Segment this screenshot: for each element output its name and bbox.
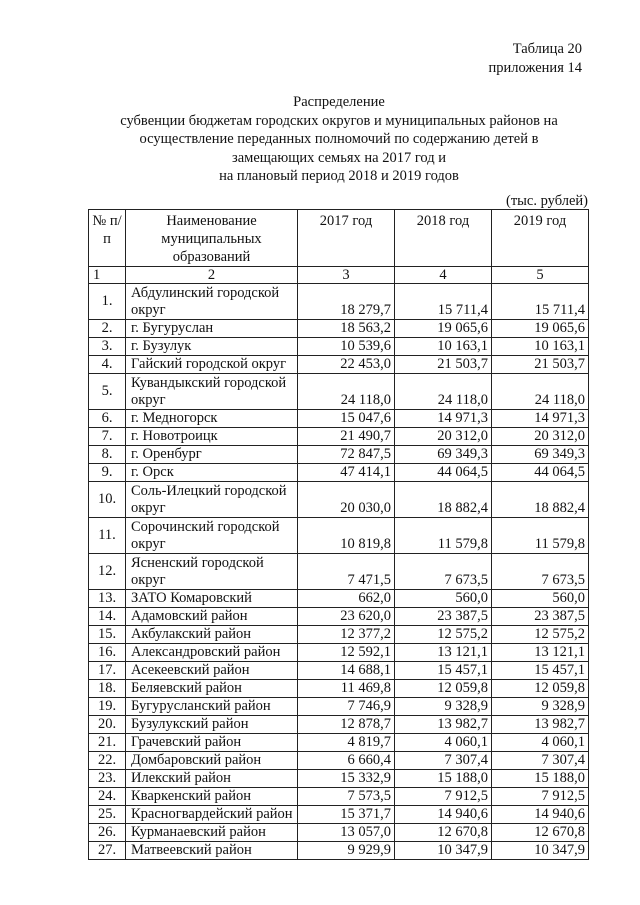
row-number: 2.	[89, 320, 126, 338]
value-2017: 7 471,5	[298, 554, 395, 590]
appendix-reference	[489, 40, 582, 78]
table-row	[89, 482, 589, 518]
heading-line-5: на плановый период 2018 и 2019 годов	[219, 168, 459, 184]
table-row	[89, 680, 589, 698]
value-2017: 7 746,9	[298, 698, 395, 716]
municipality-name: Абдулинский городской округ	[126, 284, 298, 320]
table-row	[89, 428, 589, 446]
value-2018: 12 575,2	[395, 626, 492, 644]
header-2017: 2017 год	[298, 210, 395, 267]
municipality-name: г. Бузулук	[126, 338, 298, 356]
value-2019: 21 503,7	[492, 356, 589, 374]
value-2017: 72 847,5	[298, 446, 395, 464]
value-2017: 12 592,1	[298, 644, 395, 662]
row-number: 16.	[89, 644, 126, 662]
value-2018: 15 188,0	[395, 770, 492, 788]
col-number: 3	[298, 267, 395, 284]
value-2017: 4 819,7	[298, 734, 395, 752]
value-2018: 7 307,4	[395, 752, 492, 770]
value-2018: 12 670,8	[395, 824, 492, 842]
value-2018: 560,0	[395, 590, 492, 608]
value-2018: 23 387,5	[395, 608, 492, 626]
value-2017: 10 539,6	[298, 338, 395, 356]
row-number: 3.	[89, 338, 126, 356]
units-label: (тыс. рублей)	[506, 193, 588, 209]
row-number: 23.	[89, 770, 126, 788]
municipality-name: Гайский городской округ	[126, 356, 298, 374]
row-number: 19.	[89, 698, 126, 716]
value-2018: 7 673,5	[395, 554, 492, 590]
row-number: 21.	[89, 734, 126, 752]
row-number: 27.	[89, 842, 126, 860]
table-number: Таблица 20	[512, 41, 582, 57]
value-2018: 9 328,9	[395, 698, 492, 716]
row-number: 24.	[89, 788, 126, 806]
value-2017: 18 279,7	[298, 284, 395, 320]
row-number: 18.	[89, 680, 126, 698]
municipality-name: Адамовский район	[126, 608, 298, 626]
value-2019: 7 307,4	[492, 752, 589, 770]
municipality-name: г. Орск	[126, 464, 298, 482]
value-2019: 14 971,3	[492, 410, 589, 428]
value-2017: 20 030,0	[298, 482, 395, 518]
row-number: 7.	[89, 428, 126, 446]
value-2017: 15 047,6	[298, 410, 395, 428]
municipality-name: г. Медногорск	[126, 410, 298, 428]
table-row	[89, 446, 589, 464]
value-2019: 12 575,2	[492, 626, 589, 644]
value-2019: 69 349,3	[492, 446, 589, 464]
value-2019: 12 670,8	[492, 824, 589, 842]
value-2017: 12 377,2	[298, 626, 395, 644]
header-num: № п/п	[89, 210, 126, 267]
table-row	[89, 716, 589, 734]
municipality-name: Ясненский городской округ	[126, 554, 298, 590]
value-2018: 44 064,5	[395, 464, 492, 482]
value-2019: 19 065,6	[492, 320, 589, 338]
value-2017: 13 057,0	[298, 824, 395, 842]
column-number-row	[89, 267, 589, 284]
value-2019: 15 711,4	[492, 284, 589, 320]
value-2019: 24 118,0	[492, 374, 589, 410]
municipality-name: ЗАТО Комаровский	[126, 590, 298, 608]
value-2019: 15 457,1	[492, 662, 589, 680]
value-2019: 12 059,8	[492, 680, 589, 698]
value-2018: 14 940,6	[395, 806, 492, 824]
municipality-name: Сорочинский городской округ	[126, 518, 298, 554]
col-number: 1	[89, 267, 126, 284]
table-row	[89, 374, 589, 410]
heading-line-2: субвенции бюджетам городских округов и муниципальных районов на	[120, 112, 558, 129]
municipality-name: Грачевский район	[126, 734, 298, 752]
heading-line-1: Распределение	[293, 94, 385, 110]
municipality-name: Асекеевский район	[126, 662, 298, 680]
table-row	[89, 806, 589, 824]
row-number: 25.	[89, 806, 126, 824]
municipality-name: Александровский район	[126, 644, 298, 662]
col-number: 5	[492, 267, 589, 284]
value-2019: 20 312,0	[492, 428, 589, 446]
row-number: 5.	[89, 374, 126, 410]
value-2017: 9 929,9	[298, 842, 395, 860]
header-name: Наименование муниципальных образований	[126, 210, 298, 267]
row-number: 20.	[89, 716, 126, 734]
value-2019: 11 579,8	[492, 518, 589, 554]
municipality-name: Бугурусланский район	[126, 698, 298, 716]
heading-line-3: осуществление переданных полномочий по содержанию детей в	[139, 131, 539, 147]
table-row	[89, 752, 589, 770]
value-2019: 14 940,6	[492, 806, 589, 824]
row-number: 26.	[89, 824, 126, 842]
municipality-name: Соль-Илецкий городской округ	[126, 482, 298, 518]
header-2019: 2019 год	[492, 210, 589, 267]
value-2017: 18 563,2	[298, 320, 395, 338]
col-number: 2	[126, 267, 298, 284]
value-2018: 21 503,7	[395, 356, 492, 374]
table-row	[89, 662, 589, 680]
value-2017: 15 332,9	[298, 770, 395, 788]
row-number: 11.	[89, 518, 126, 554]
value-2018: 24 118,0	[395, 374, 492, 410]
table-row	[89, 734, 589, 752]
value-2018: 13 121,1	[395, 644, 492, 662]
row-number: 4.	[89, 356, 126, 374]
value-2019: 7 673,5	[492, 554, 589, 590]
value-2017: 14 688,1	[298, 662, 395, 680]
value-2019: 13 982,7	[492, 716, 589, 734]
value-2018: 13 982,7	[395, 716, 492, 734]
value-2018: 19 065,6	[395, 320, 492, 338]
row-number: 9.	[89, 464, 126, 482]
header-2018: 2018 год	[395, 210, 492, 267]
municipality-name: Кувандыкский городской округ	[126, 374, 298, 410]
table-row	[89, 788, 589, 806]
value-2018: 15 457,1	[395, 662, 492, 680]
table-row	[89, 698, 589, 716]
table-row	[89, 590, 589, 608]
value-2018: 18 882,4	[395, 482, 492, 518]
municipality-name: Илекский район	[126, 770, 298, 788]
value-2017: 6 660,4	[298, 752, 395, 770]
value-2017: 662,0	[298, 590, 395, 608]
value-2019: 4 060,1	[492, 734, 589, 752]
value-2017: 10 819,8	[298, 518, 395, 554]
municipality-name: Курманаевский район	[126, 824, 298, 842]
value-2017: 15 371,7	[298, 806, 395, 824]
value-2019: 13 121,1	[492, 644, 589, 662]
value-2017: 22 453,0	[298, 356, 395, 374]
value-2019: 23 387,5	[492, 608, 589, 626]
table-row	[89, 356, 589, 374]
table-row	[89, 320, 589, 338]
municipality-name: г. Бугуруслан	[126, 320, 298, 338]
value-2017: 24 118,0	[298, 374, 395, 410]
value-2017: 12 878,7	[298, 716, 395, 734]
value-2019: 560,0	[492, 590, 589, 608]
row-number: 13.	[89, 590, 126, 608]
table-row	[89, 626, 589, 644]
col-number: 4	[395, 267, 492, 284]
value-2017: 47 414,1	[298, 464, 395, 482]
value-2019: 7 912,5	[492, 788, 589, 806]
municipality-name: г. Оренбург	[126, 446, 298, 464]
value-2017: 11 469,8	[298, 680, 395, 698]
table-row	[89, 518, 589, 554]
table-body	[89, 284, 589, 860]
value-2018: 20 312,0	[395, 428, 492, 446]
value-2018: 15 711,4	[395, 284, 492, 320]
value-2018: 7 912,5	[395, 788, 492, 806]
value-2018: 11 579,8	[395, 518, 492, 554]
row-number: 15.	[89, 626, 126, 644]
table-row	[89, 644, 589, 662]
table-row	[89, 608, 589, 626]
appendix-number: приложения 14	[488, 60, 582, 76]
municipality-name: Бузулукский район	[126, 716, 298, 734]
municipality-name: Домбаровский район	[126, 752, 298, 770]
value-2018: 69 349,3	[395, 446, 492, 464]
value-2017: 23 620,0	[298, 608, 395, 626]
heading-line-4: замещающих семьях на 2017 год и	[231, 149, 447, 166]
value-2018: 10 347,9	[395, 842, 492, 860]
municipality-name: Красногвардейский район	[126, 806, 298, 824]
row-number: 14.	[89, 608, 126, 626]
value-2018: 14 971,3	[395, 410, 492, 428]
value-2018: 10 163,1	[395, 338, 492, 356]
row-number: 17.	[89, 662, 126, 680]
value-2019: 15 188,0	[492, 770, 589, 788]
value-2018: 12 059,8	[395, 680, 492, 698]
value-2017: 21 490,7	[298, 428, 395, 446]
table-row	[89, 284, 589, 320]
row-number: 6.	[89, 410, 126, 428]
table-row	[89, 842, 589, 860]
municipality-name: Акбулакский район	[126, 626, 298, 644]
value-2019: 9 328,9	[492, 698, 589, 716]
header-row	[89, 210, 589, 267]
table-row	[89, 554, 589, 590]
value-2019: 18 882,4	[492, 482, 589, 518]
municipality-name: Беляевский район	[126, 680, 298, 698]
value-2019: 10 163,1	[492, 338, 589, 356]
row-number: 22.	[89, 752, 126, 770]
municipality-name: Матвеевский район	[126, 842, 298, 860]
table-row	[89, 824, 589, 842]
table-row	[89, 410, 589, 428]
row-number: 10.	[89, 482, 126, 518]
row-number: 12.	[89, 554, 126, 590]
table-row	[89, 464, 589, 482]
value-2019: 44 064,5	[492, 464, 589, 482]
table-row	[89, 770, 589, 788]
value-2018: 4 060,1	[395, 734, 492, 752]
row-number: 1.	[89, 284, 126, 320]
value-2017: 7 573,5	[298, 788, 395, 806]
document-heading	[100, 93, 578, 186]
row-number: 8.	[89, 446, 126, 464]
municipality-name: г. Новотроицк	[126, 428, 298, 446]
table-row	[89, 338, 589, 356]
municipality-name: Кваркенский район	[126, 788, 298, 806]
subvention-table	[88, 209, 589, 860]
value-2019: 10 347,9	[492, 842, 589, 860]
